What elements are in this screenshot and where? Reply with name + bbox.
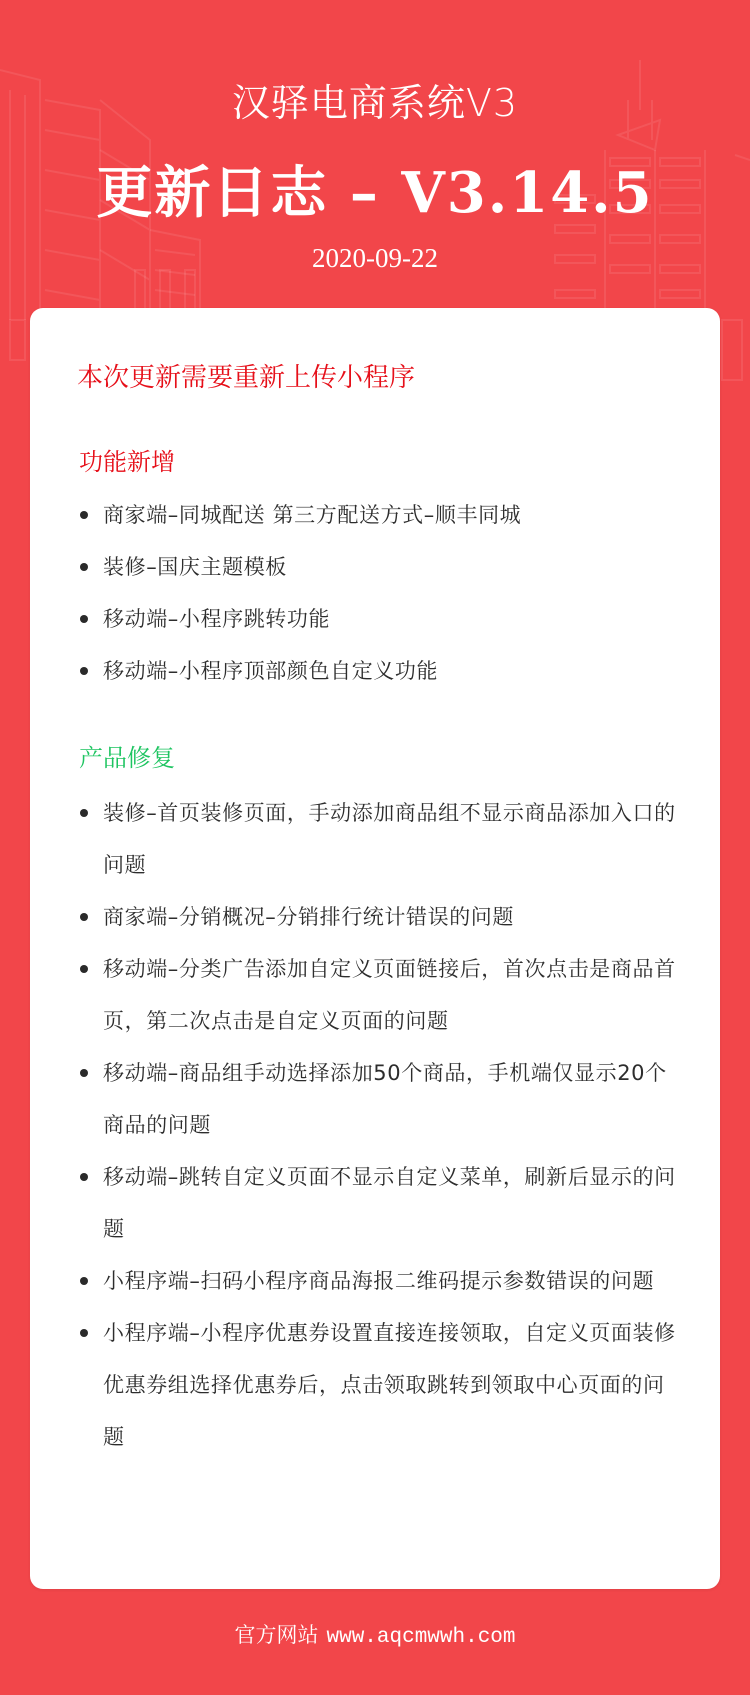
bullet-icon: [80, 667, 88, 675]
list-item: [30, 1307, 720, 1463]
bullet-icon: [80, 615, 88, 623]
upload-notice: 本次更新需要重新上传小程序: [77, 363, 416, 393]
list-item-text: 商家端–同城配送 第三方配送方式–顺丰同城: [103, 503, 522, 527]
list-item: [30, 489, 720, 541]
list-item: [30, 943, 720, 1047]
fix-list: [30, 787, 720, 1463]
bullet-icon: [80, 965, 88, 973]
official-site-label: 官方网站: [234, 1623, 319, 1647]
list-item: [30, 1151, 720, 1255]
bullet-icon: [80, 1277, 88, 1285]
feature-list: [30, 489, 720, 697]
bullet-icon: [80, 913, 88, 921]
list-item-text: 小程序端–扫码小程序商品海报二维码提示参数错误的问题: [103, 1269, 655, 1293]
bullet-icon: [80, 1173, 88, 1181]
bullet-icon: [80, 511, 88, 519]
list-item-text: 移动端–小程序跳转功能: [103, 607, 331, 631]
list-item: [30, 593, 720, 645]
changelog-card: [30, 308, 720, 1589]
list-item-text: 移动端–小程序顶部颜色自定义功能: [103, 659, 439, 683]
page-title: 更新日志 – V3.14.5: [96, 160, 654, 226]
bullet-icon: [80, 563, 88, 571]
list-item: [30, 645, 720, 697]
section-title-features: 功能新增: [79, 448, 175, 476]
header: [0, 0, 750, 300]
list-item-text: 商家端–分销概况–分销排行统计错误的问题: [103, 905, 514, 929]
list-item-text: 装修–首页装修页面，手动添加商品组不显示商品添加入口的问题: [103, 801, 676, 877]
list-item: [30, 787, 720, 891]
list-item: [30, 1255, 720, 1307]
footer: [0, 1620, 750, 1650]
list-item-text: 移动端–商品组手动选择添加50个商品，手机端仅显示20个商品的问题: [103, 1061, 667, 1137]
bullet-icon: [80, 809, 88, 817]
official-site-link[interactable]: www.aqcmwwh.com: [326, 1626, 516, 1649]
list-item: [30, 541, 720, 593]
list-item: [30, 1047, 720, 1151]
product-name: 汉驿电商系统V3: [231, 81, 519, 125]
list-item-text: 移动端–跳转自定义页面不显示自定义菜单，刷新后显示的问题: [103, 1165, 676, 1241]
release-date: 2020-09-22: [312, 243, 438, 273]
bullet-icon: [80, 1069, 88, 1077]
section-title-fixes: 产品修复: [79, 744, 175, 772]
list-item-text: 移动端–分类广告添加自定义页面链接后，首次点击是商品首页，第二次点击是自定义页面的问题: [103, 957, 676, 1033]
bullet-icon: [80, 1329, 88, 1337]
list-item-text: 小程序端–小程序优惠券设置直接连接领取，自定义页面装修优惠券组选择优惠券后，点击领取跳转到领取中心页面的问题: [103, 1321, 676, 1449]
list-item-text: 装修–国庆主题模板: [103, 555, 287, 579]
list-item: [30, 891, 720, 943]
